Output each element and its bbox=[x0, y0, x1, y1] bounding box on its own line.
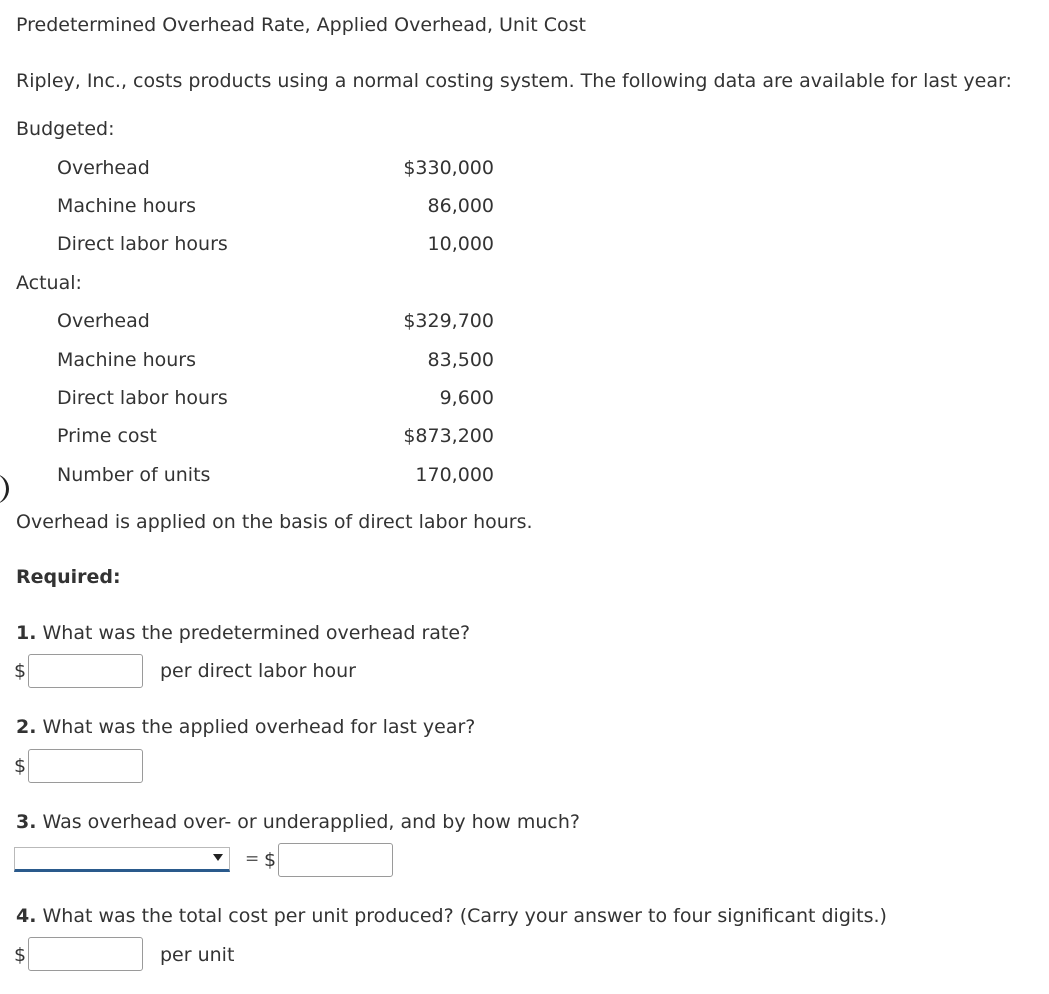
over-under-applied-select[interactable] bbox=[14, 847, 230, 872]
predetermined-rate-input[interactable] bbox=[28, 654, 143, 688]
question-number: 2. bbox=[16, 716, 37, 738]
question-text: What was the total cost per unit produced? (Carry your answer to four significant digits.) bbox=[42, 905, 887, 927]
budgeted-row-value: 86,000 bbox=[427, 195, 494, 217]
actual-row-label: Overhead bbox=[57, 310, 150, 332]
rate-unit-label: per direct labor hour bbox=[160, 660, 356, 682]
question-text: What was the predetermined overhead rate? bbox=[42, 622, 471, 644]
dropdown-arrow-icon bbox=[213, 854, 223, 861]
over-under-amount-input[interactable] bbox=[278, 843, 393, 877]
question-number: 4. bbox=[16, 905, 37, 927]
page-edge-bracket bbox=[0, 474, 9, 504]
dollar-sign: $ bbox=[264, 849, 277, 871]
unit-cost-input[interactable] bbox=[28, 937, 143, 971]
budgeted-row-value: 10,000 bbox=[427, 233, 494, 255]
question-3 bbox=[16, 811, 580, 833]
actual-row-label: Direct labor hours bbox=[57, 387, 228, 409]
applied-overhead-input[interactable] bbox=[28, 749, 143, 783]
budgeted-row-label: Machine hours bbox=[57, 195, 196, 217]
overhead-basis-note: Overhead is applied on the basis of direct labor hours. bbox=[16, 511, 533, 533]
dollar-sign: $ bbox=[14, 755, 27, 777]
actual-row-value: 83,500 bbox=[427, 349, 494, 371]
question-number: 3. bbox=[16, 811, 37, 833]
question-text: What was the applied overhead for last year? bbox=[42, 716, 476, 738]
budgeted-heading: Budgeted: bbox=[16, 118, 115, 140]
actual-row-value: $329,700 bbox=[403, 310, 494, 332]
budgeted-row-label: Overhead bbox=[57, 157, 150, 179]
actual-row-value: 9,600 bbox=[439, 387, 494, 409]
actual-row-label: Prime cost bbox=[57, 425, 157, 447]
dollar-sign: $ bbox=[14, 660, 27, 682]
actual-heading: Actual: bbox=[16, 272, 82, 294]
dollar-sign: $ bbox=[14, 944, 27, 966]
question-number: 1. bbox=[16, 622, 37, 644]
actual-row-label: Number of units bbox=[57, 464, 211, 486]
question-text: Was overhead over- or underapplied, and by how much? bbox=[42, 811, 580, 833]
budgeted-row-value: $330,000 bbox=[403, 157, 494, 179]
unit-cost-unit-label: per unit bbox=[160, 944, 235, 966]
actual-row-value: $873,200 bbox=[403, 425, 494, 447]
actual-row-value: 170,000 bbox=[415, 464, 494, 486]
budgeted-row-label: Direct labor hours bbox=[57, 233, 228, 255]
required-heading: Required: bbox=[16, 566, 121, 588]
problem-title: Predetermined Overhead Rate, Applied Overhead, Unit Cost bbox=[16, 14, 586, 36]
equals-sign: = bbox=[245, 849, 260, 869]
actual-row-label: Machine hours bbox=[57, 349, 196, 371]
problem-intro: Ripley, Inc., costs products using a normal costing system. The following data are available for last year: bbox=[16, 70, 1012, 92]
question-4 bbox=[16, 905, 887, 927]
question-1 bbox=[16, 622, 470, 644]
question-2 bbox=[16, 716, 475, 738]
